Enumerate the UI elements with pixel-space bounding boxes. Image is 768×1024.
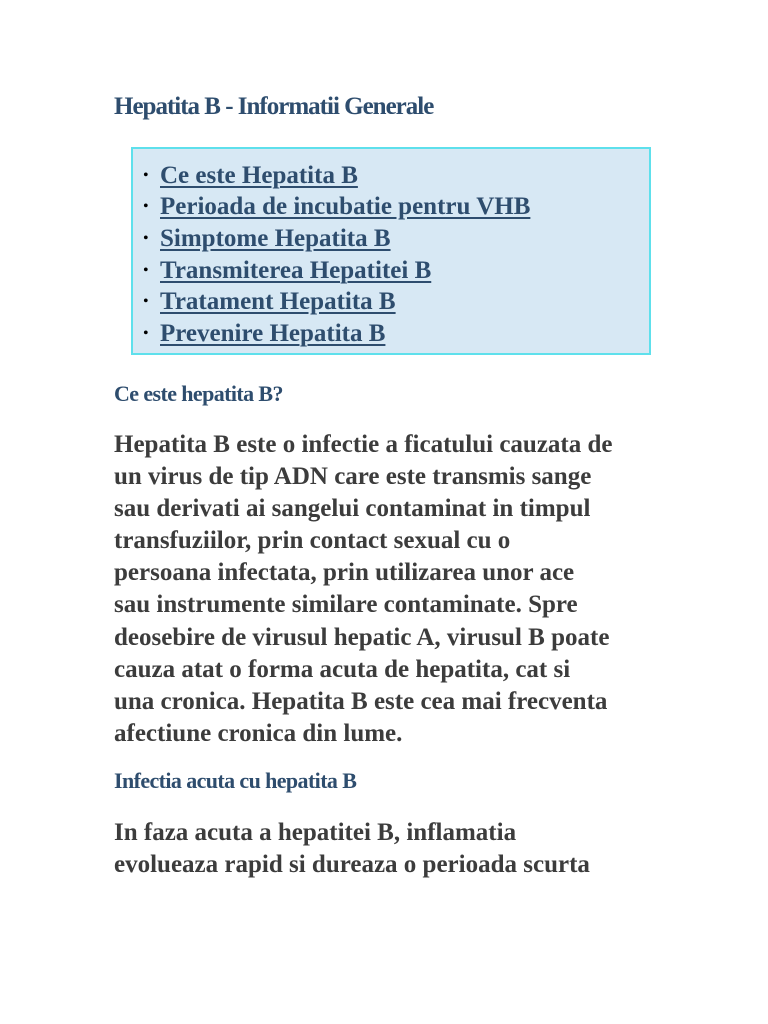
toc-link-tratament[interactable]: Tratament Hepatita B	[160, 288, 396, 316]
section-paragraph-infectia-acuta	[114, 817, 674, 881]
section-paragraph-ce-este	[114, 429, 674, 750]
section-heading-infectia-acuta: Infectia acuta cu hepatita B	[114, 768, 357, 793]
paragraph-line: persoana infectata, prin utilizarea unor ace	[114, 559, 575, 587]
paragraph-line: un virus de tip ADN care este transmis sange	[114, 463, 592, 491]
toc-link-prevenire[interactable]: Prevenire Hepatita B	[160, 319, 386, 347]
paragraph-line: transfuziilor, prin contact sexual cu o	[114, 527, 511, 555]
toc-list	[143, 160, 530, 350]
paragraph-line: sau instrumente similare contaminate. Spre	[114, 591, 578, 619]
toc-item	[143, 318, 530, 350]
page-title: Hepatita B - Informatii Generale	[114, 93, 434, 120]
toc-item	[143, 160, 530, 192]
toc-link-simptome[interactable]: Simptome Hepatita B	[160, 224, 391, 252]
section-heading-ce-este: Ce este hepatita B?	[114, 381, 283, 406]
bullet-icon: •	[143, 324, 149, 342]
bullet-icon: •	[143, 261, 149, 279]
paragraph-line: In faza acuta a hepatitei B, inflamatia	[114, 819, 517, 846]
paragraph-line: Hepatita B este o infectie a ficatului cauzata de	[114, 431, 613, 458]
toc-item	[143, 192, 530, 224]
toc-link-ce-este[interactable]: Ce este Hepatita B	[160, 161, 358, 189]
toc-item	[143, 223, 530, 255]
paragraph-line: evolueaza rapid si dureaza o perioada scurta	[114, 851, 590, 879]
toc-link-incubatie[interactable]: Perioada de incubatie pentru VHB	[160, 193, 531, 221]
paragraph-line: una cronica. Hepatita B este cea mai frecventa	[114, 687, 608, 715]
toc-link-transmitere[interactable]: Transmiterea Hepatitei B	[160, 256, 432, 284]
bullet-icon: •	[143, 293, 149, 311]
bullet-icon: •	[143, 198, 149, 216]
bullet-icon: •	[143, 229, 149, 247]
table-of-contents	[131, 147, 651, 355]
toc-item	[143, 255, 530, 287]
paragraph-line: cauza atat o forma acuta de hepatita, cat si	[114, 655, 571, 683]
bullet-icon: •	[143, 166, 149, 184]
paragraph-line: afectiune cronica din lume.	[114, 719, 403, 747]
paragraph-line: sau derivati ai sangelui contaminat in timpul	[114, 495, 591, 523]
paragraph-line: deosebire de virusul hepatic A, virusul B poate	[114, 623, 610, 651]
toc-item	[143, 286, 530, 318]
